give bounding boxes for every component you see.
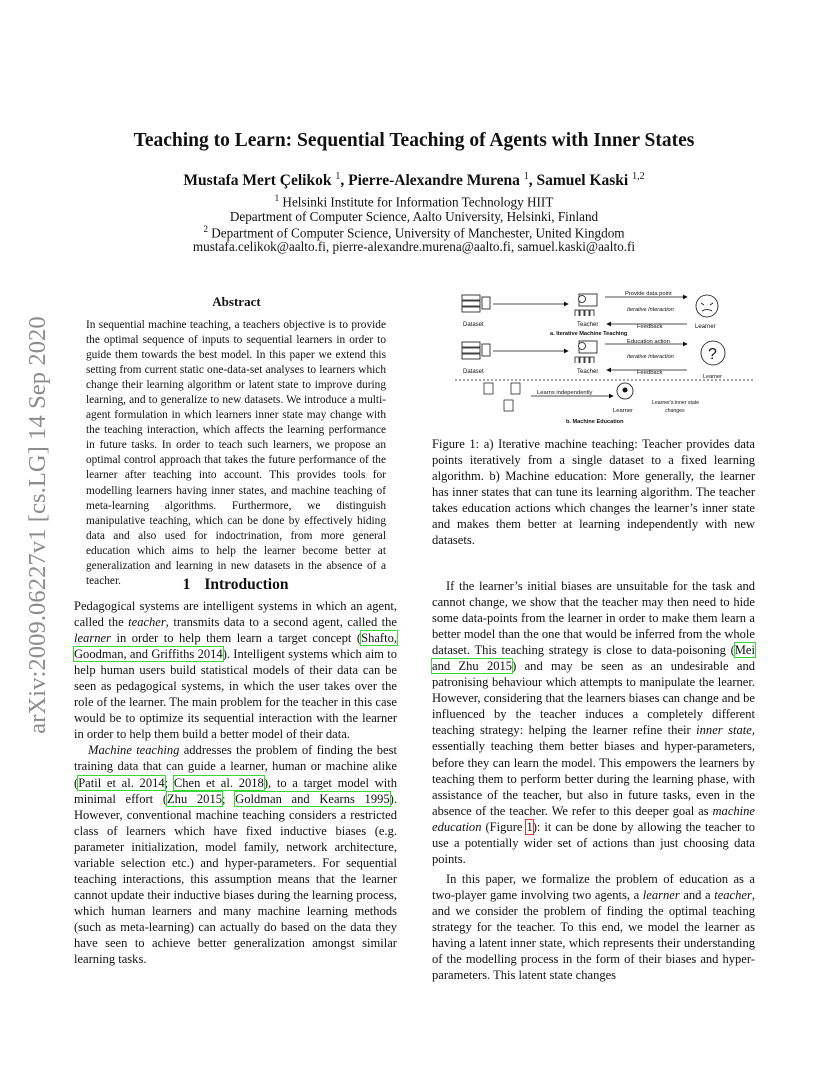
section-heading [74, 576, 397, 594]
lightbulb-learner-icon [617, 383, 633, 399]
provide-data-label: Provide data point [625, 291, 672, 297]
dataset-label: Dataset [463, 322, 484, 328]
author-emails: mustafa.celikok@aalto.fi, pierre-alexandre.murena@aalto.fi, samuel.kaski@aalto.fi [192, 239, 636, 254]
left-column-body [74, 598, 397, 967]
inner-state-changes-label: Learner's inner state [652, 400, 700, 406]
author-1-affiliation: 1 [335, 171, 341, 182]
affiliation-1-text: Helsinki Institute for Information Technology HIIT [282, 194, 554, 210]
feedback-label: Feedback [637, 370, 663, 376]
author-2-affiliation: 1 [523, 171, 529, 182]
learner-icon [696, 295, 718, 317]
intro-paragraph-1: Pedagogical systems are intelligent systems in which an agent, called the teacher, transmits data to a second agent, called the learner in order to help them learn a target concept (Shafto, Goodman, and Griffiths 2014). Intelligent systems which aim to help human users build statistical models of their data can be seen as pedagogical systems, in which the user takes over the role of the learner. The main problem for the teacher in this case would be to optimize its sequential interaction with the learner in order to help them build a better model of their data. [74, 599, 397, 742]
inner-state-changes-label-2: changes [665, 408, 685, 414]
learns-independently-label: Learns independently [537, 390, 593, 396]
learner-label: Learner [695, 324, 716, 330]
affiliation-2-text: Department of Computer Science, University of Manchester, United Kingdom [211, 225, 625, 241]
author-list: Mustafa Mert Çelikok $^1$, Pierre-Alexandre Murena $^1$, Samuel Kaski $^{1,2}$ [183, 171, 645, 190]
teacher-label: Teacher [577, 369, 599, 375]
education-action-label: Education action [627, 339, 670, 345]
affiliation-2-mark: 2 [203, 224, 208, 234]
affiliation-1-mark: 1 [274, 193, 280, 203]
dataset-icon [462, 342, 490, 359]
right-column-body [432, 578, 755, 983]
teacher-icon [575, 341, 597, 363]
affiliation-1 [0, 193, 828, 210]
author-1: Mustafa Mert Çelikok [183, 172, 332, 190]
teacher-icon [575, 294, 597, 316]
right-paragraph-2: In this paper, we formalize the problem of education as a two-player game involving two agents, a learner and a teacher, and we consider the problem of finding the optimal teaching strategy for the teacher. To this end, we model the learner as having a latent inner state, which represents their understanding of the modelling process in the form of their biases and hyper-parameters. This latent state changes [432, 871, 755, 983]
question-mark-icon: ? [708, 346, 717, 363]
section-title: Introduction [204, 576, 289, 593]
dataset-label: Dataset [463, 369, 484, 375]
author-2: Pierre-Alexandre Murena [348, 172, 520, 190]
figure-1-caption: Figure 1: a) Iterative machine teaching: Teacher provides data points iteratively from a single dataset to a fixed learning algorithm. b) Machine education: More generally, the learner has inner states that can tune its learning algorithm. The teacher takes education actions which changes the learner’s inner state and makes them better at learning independently with new datasets. [432, 437, 755, 548]
section-number: 1 [182, 576, 191, 593]
new-datasets-icon [484, 383, 520, 411]
intro-paragraph-2: Machine teaching addresses the problem of finding the best training data that can guide a learner, human or machine alike (Patil et al. 2014; Chen et al. 2018), to a target model with minimal effort (Zhu 2015; Goldman and Kearns 1995). However, conventional machine teaching considers a restricted class of learners which have fixed inductive biases (e.g. parameter initialization, model family, network architecture, variable selection etc.) and hyper-parameters. For sequential teaching interactions, this assumption means that the learner cannot update their inductive biases during the learning process, which human learners and many machine learning methods (such as meta-learning) can actually do based on the data they have seen to achieve better generalization amongst similar learning tasks. [74, 743, 397, 967]
arxiv-sidebar-stamp [16, 290, 60, 760]
dataset-icon [462, 295, 490, 312]
figure-reference-link[interactable]: 1 [526, 819, 533, 834]
paper-title: Teaching to Learn: Sequential Teaching of Agents with Inner States [133, 130, 695, 151]
affiliation-1-department: Department of Computer Science, Aalto University, Helsinki, Finland [229, 209, 599, 224]
citation-link[interactable]: Chen et al. 2018 [173, 775, 264, 790]
panel-a-title: a. Iterative Machine Teaching [550, 331, 628, 337]
panel-b-title: b. Machine Education [566, 419, 624, 425]
citation-link[interactable]: Goldman and Kearns 1995 [235, 791, 390, 806]
learner-label: Learner [613, 408, 633, 414]
citation-link[interactable]: Zhu 2015 [167, 791, 222, 806]
author-3-affiliation: 1,2 [632, 171, 645, 182]
learner-label: Learner [703, 374, 722, 380]
figure-1-diagram [455, 286, 755, 430]
citation-link[interactable]: Shafto, Goodman, and Griffiths 2014 [74, 631, 397, 662]
author-3: Samuel Kaski [536, 172, 629, 190]
citation-link[interactable]: Patil et al. 2014 [78, 775, 165, 790]
right-paragraph-1: If the learner’s initial biases are unsuitable for the task and cannot change, we show that the teacher may then need to hide some data-points from the learner in order to make them learn a better model than the one that would be inferred from the whole dataset. This teaching strategy is close to data-poisoning (Mei and Zhu 2015) and may be seen as an undesirable and patronising behaviour which attempts to manipulate the learner. However, considering that the learners biases can change and be influenced by the teacher induces a completely different teaching strategy: helping the learner refine their inner state, essentially teaching them better biases and hyper-parameters, before they can learn the model. This empowers the learners by teaching them to perform better during the learning phase, with assistance of the teacher, but also in future tasks, even in the absence of the teacher. We refer to this deeper goal as machine education (Figure 1): it can be done by allowing the teacher to use a potentially wider set of actions than just choosing data points. [432, 579, 756, 866]
arxiv-id: arXiv:2009.06227v1 [cs.LG] 14 Sep 2020 [24, 316, 51, 734]
teacher-label: Teacher [577, 322, 599, 328]
abstract-heading: Abstract [212, 294, 261, 309]
abstract-text: In sequential machine teaching, a teachers objective is to provide the optimal sequence of inputs to sequential learners in order to guide them towards the best model. In this paper we extend this setting from current static one-data-set analyses to learners which change their learning algorithm or latent state to improve during learning, and to generalize to new datasets. We introduce a multi-agent formulation in which learners inner state may change with the teaching interaction, which affects the learning performance in future tasks. In order to teach such learners, we propose an optimal control approach that takes the future performance of the learner after teaching into account. This provides tools for modelling learners having inner states, and machine teaching of meta-learning algorithms. Furthermore, we distinguish manipulative teaching, which can be done by effectively hiding data and also used for indoctrination, from more general education which aims to help the learner become better at generalization and learning in new datasets in the absence of a teacher. [86, 319, 386, 587]
iterative-interaction-label: Iterative Interaction [627, 354, 674, 360]
iterative-interaction-label: Iterative Interaction [627, 307, 674, 313]
citation-link[interactable]: Mei and Zhu 2015 [432, 643, 755, 674]
feedback-label: Feedback [637, 324, 663, 330]
